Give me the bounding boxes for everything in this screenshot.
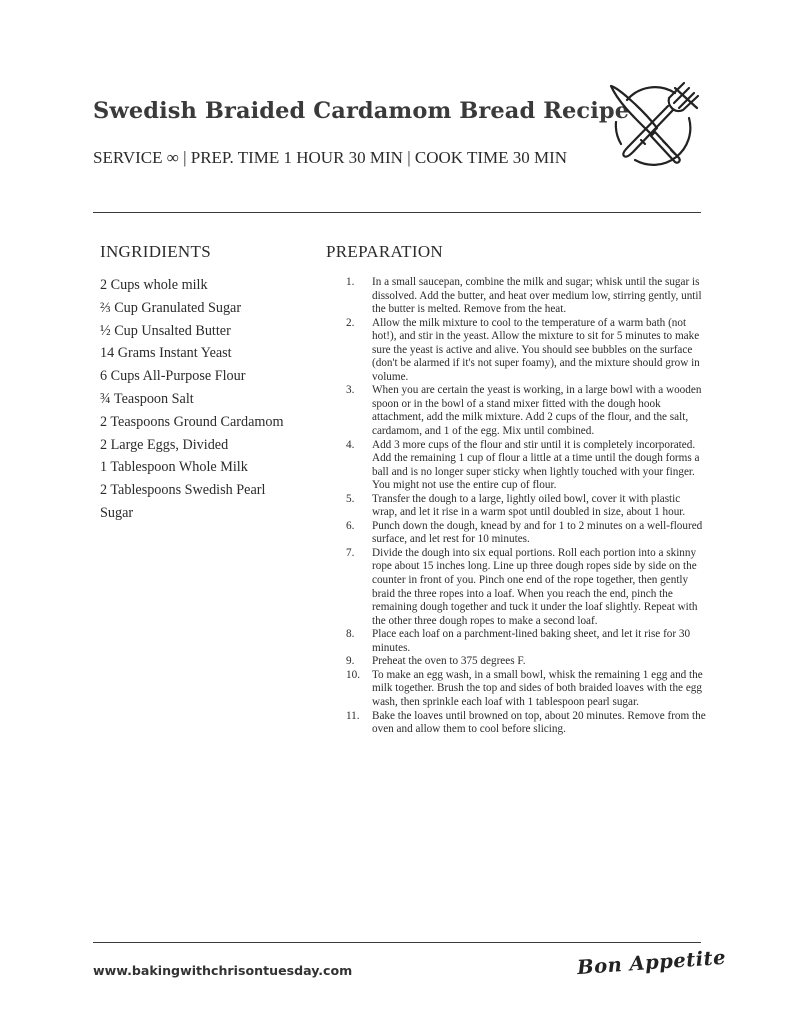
ingredient-item: ⅔ Cup Granulated Sugar [100,299,242,316]
website-url: www.bakingwithchrisontuesday.com [93,963,353,978]
step-text: Preheat the oven to 375 degrees F. [372,655,526,668]
step-item [346,669,706,710]
step-item [346,439,706,493]
preparation-heading: PREPARATION [326,242,443,261]
step-text: Transfer the dough to a large, lightly oiled bowl, cover it with plastic wrap, and let it rise in a warm spot until doubled in size, about 1 hour. [372,492,686,519]
step-number: 2. [346,316,355,329]
step-item [346,628,706,655]
ingredient-item: ¾ Teaspoon Salt [100,390,194,407]
step-text: When you are certain the yeast is working, in a large bowl with a wooden spoon or in the bowl of a stand mixer fitted with the dough hook attachment, add the milk mixture. Add 2 cups of the flour, and the salt, cardamom, and 1 of the egg. Mix until combined. [372,384,702,438]
step-item [346,317,706,385]
step-number: 6. [346,519,355,532]
ingredient-item: ½ Cup Unsalted Butter [100,322,231,339]
step-number: 7. [346,546,355,559]
step-item [346,276,706,317]
recipe-meta: SERVICE ∞ | PREP. TIME 1 HOUR 30 MIN | COOK TIME 30 MIN [93,148,568,167]
step-item [346,493,706,520]
ingredient-item: 1 Tablespoon Whole Milk [100,459,248,476]
ingredients-list [100,274,315,525]
step-text: Bake the loaves until browned on top, about 20 minutes. Remove from the oven and allow them to cool before slicing. [372,709,706,736]
step-number: 1. [346,276,355,288]
step-item [346,547,706,628]
step-text: In a small saucepan, combine the milk and sugar; whisk until the sugar is dissolved. Add the butter, and heat over medium low, stirring gently, until the butter is melted. Remove from the heat. [372,276,702,316]
ingredient-item: 2 Teaspoons Ground Cardamom [100,413,284,430]
step-item [346,520,706,547]
step-text: Divide the dough into six equal portions. Roll each portion into a skinny rope about 15 inches long. Line up three dough ropes side by side on the counter in front of you. Pinch one end of the rope together, then gently braid the three ropes into a loaf. When you reach the end, pinch the remaining dough together and tuck it under the loaf slightly. Repeat with the other three dough ropes to make a second loaf. [372,546,698,627]
step-number: 9. [346,655,355,668]
step-item [346,384,706,438]
step-text: Add 3 more cups of the flour and stir until it is completely incorporated. Add the remaining 1 cup of flour a little at a time until the dough forms a ball and is no longer super sticky when lightly touched with your finger. You might not use the entire cup of flour. [372,438,700,492]
step-number: 5. [346,492,355,505]
step-text: To make an egg wash, in a small bowl, whisk the remaining 1 egg and the milk together. Brush the top and sides of both braided loaves with the egg wash, then sprinkle each loaf with 1 tablespoon pearl sugar. [372,668,703,708]
signoff-script: Bon Appetite [576,945,727,980]
step-number: 8. [346,628,355,641]
ingredient-item: 14 Grams Instant Yeast [100,345,232,362]
page-title: Swedish Braided Cardamom Bread Recipe [93,98,630,124]
preparation-steps [346,276,706,737]
step-text: Allow the milk mixture to cool to the temperature of a warm bath (not hot!), and stir in the yeast. Allow the mixture to sit for 5 minutes to make sure the yeast is active and alive. You should see bubbles on the surface (don't be alarmed if it's not super foamy), and the mixture should grow in volume. [372,316,700,383]
ingredient-item: 2 Large Eggs, Divided [100,436,229,453]
knife-and-fork-icon [605,78,701,170]
header-divider [93,212,701,213]
step-item [346,710,706,737]
step-number: 3. [346,384,355,397]
ingredient-item: 2 Tablespoons Swedish Pearl [100,482,266,499]
step-text: Place each loaf on a parchment-lined baking sheet, and let it rise for 30 minutes. [372,628,691,654]
step-text: Punch down the dough, knead by and for 1 to 2 minutes on a well-floured surface, and let rest for 10 minutes. [372,519,703,546]
ingredient-item: 6 Cups All-Purpose Flour [100,368,246,385]
footer-divider [93,942,701,943]
ingredient-item: Sugar [100,504,134,521]
step-item [346,655,706,669]
step-number: 10. [346,668,360,681]
step-number: 11. [346,709,360,722]
step-number: 4. [346,438,355,451]
ingredients-heading: INGRIDIENTS [100,242,211,261]
ingredient-item: 2 Cups whole milk [100,277,208,293]
